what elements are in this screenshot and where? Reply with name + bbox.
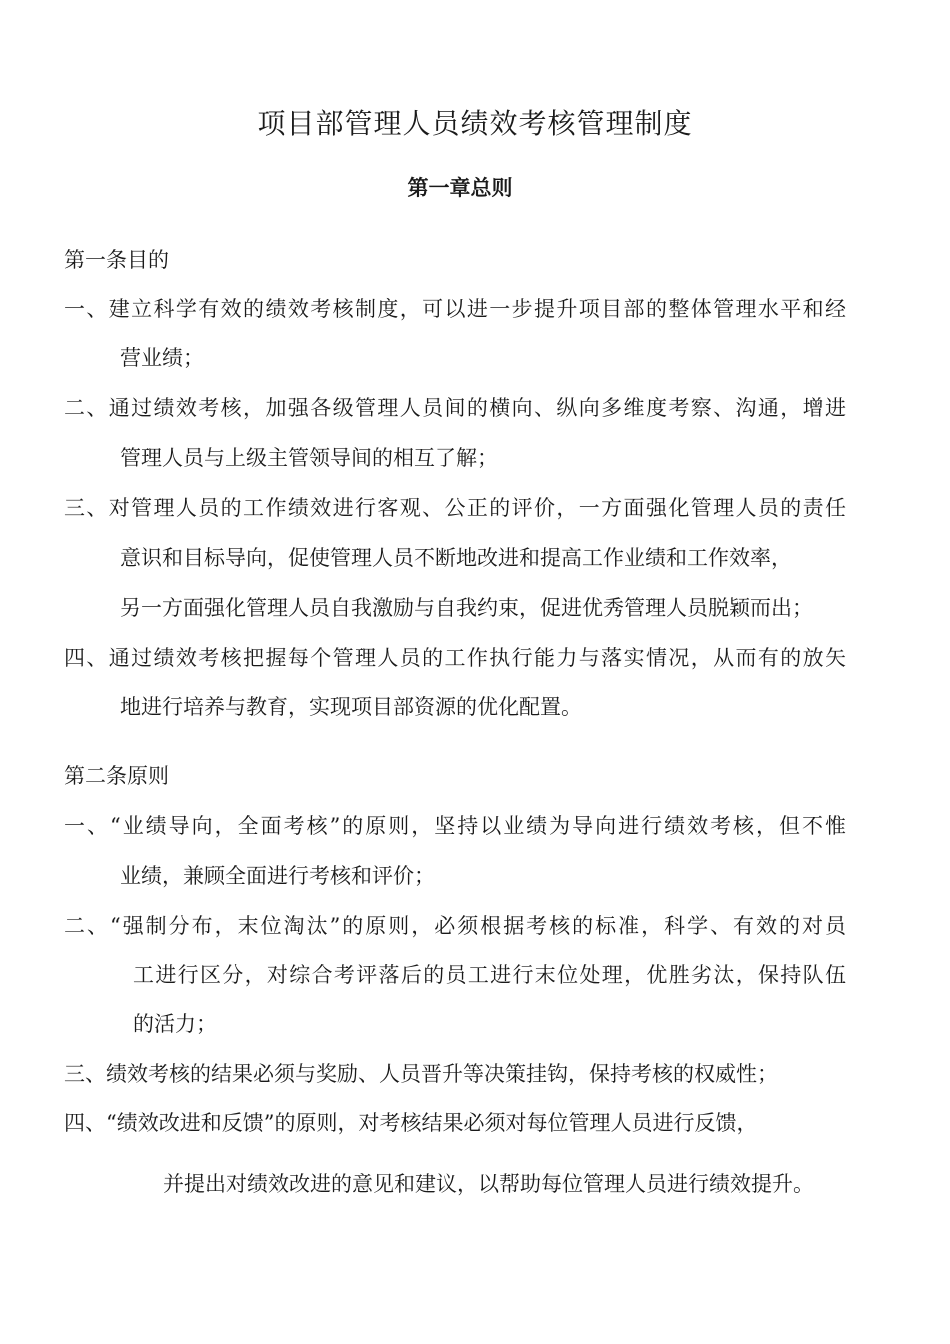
document-title: 项目部管理人员绩效考核管理制度 bbox=[257, 107, 693, 140]
paragraph-line: 工进行区分，对综合考评落后的员工进行末位处理，优胜劣汰，保持队伍 bbox=[133, 963, 846, 987]
paragraph-line: 另一方面强化管理人员自我激励与自我约束，促进优秀管理人员脱颖而出； bbox=[120, 596, 813, 620]
paragraph-line: 二、通过绩效考核，加强各级管理人员间的横向、纵向多维度考察、沟通，增进 bbox=[64, 396, 846, 420]
paragraph-line: 业绩，兼顾全面进行考核和评价； bbox=[120, 864, 435, 888]
chapter-heading: 第一章总则 bbox=[407, 176, 513, 200]
paragraph-line: 一、“业绩导向，全面考核”的原则，坚持以业绩为导向进行绩效考核，但不惟 bbox=[64, 814, 846, 838]
paragraph-line: 三、对管理人员的工作绩效进行客观、公正的评价，一方面强化管理人员的责任 bbox=[64, 496, 846, 520]
article-heading-purpose: 第一条目的 bbox=[64, 248, 169, 272]
paragraph-line: 意识和目标导向，促使管理人员不断地改进和提高工作业绩和工作效率， bbox=[120, 546, 792, 570]
paragraph-line: 一、建立科学有效的绩效考核制度，可以进一步提升项目部的整体管理水平和经 bbox=[64, 297, 846, 321]
paragraph-line: 营业绩； bbox=[120, 346, 204, 370]
paragraph-line: 二、“强制分布，末位淘汰”的原则，必须根据考核的标准，科学、有效的对员 bbox=[64, 914, 846, 938]
paragraph-line: 地进行培养与教育，实现项目部资源的优化配置。 bbox=[120, 695, 582, 719]
article-heading-principles: 第二条原则 bbox=[64, 764, 169, 788]
paragraph-line: 管理人员与上级主管领导间的相互了解； bbox=[120, 446, 498, 470]
paragraph-line: 并提出对绩效改进的意见和建议，以帮助每位管理人员进行绩效提升。 bbox=[163, 1172, 814, 1196]
paragraph-line: 四、“绩效改进和反馈”的原则，对考核结果必须对每位管理人员进行反馈， bbox=[64, 1111, 758, 1135]
paragraph-line: 三、绩效考核的结果必须与奖励、人员晋升等决策挂钩，保持考核的权威性； bbox=[64, 1062, 778, 1086]
paragraph-line: 的活力； bbox=[133, 1012, 217, 1036]
paragraph-line: 四、通过绩效考核把握每个管理人员的工作执行能力与落实情况，从而有的放矢 bbox=[64, 646, 846, 670]
